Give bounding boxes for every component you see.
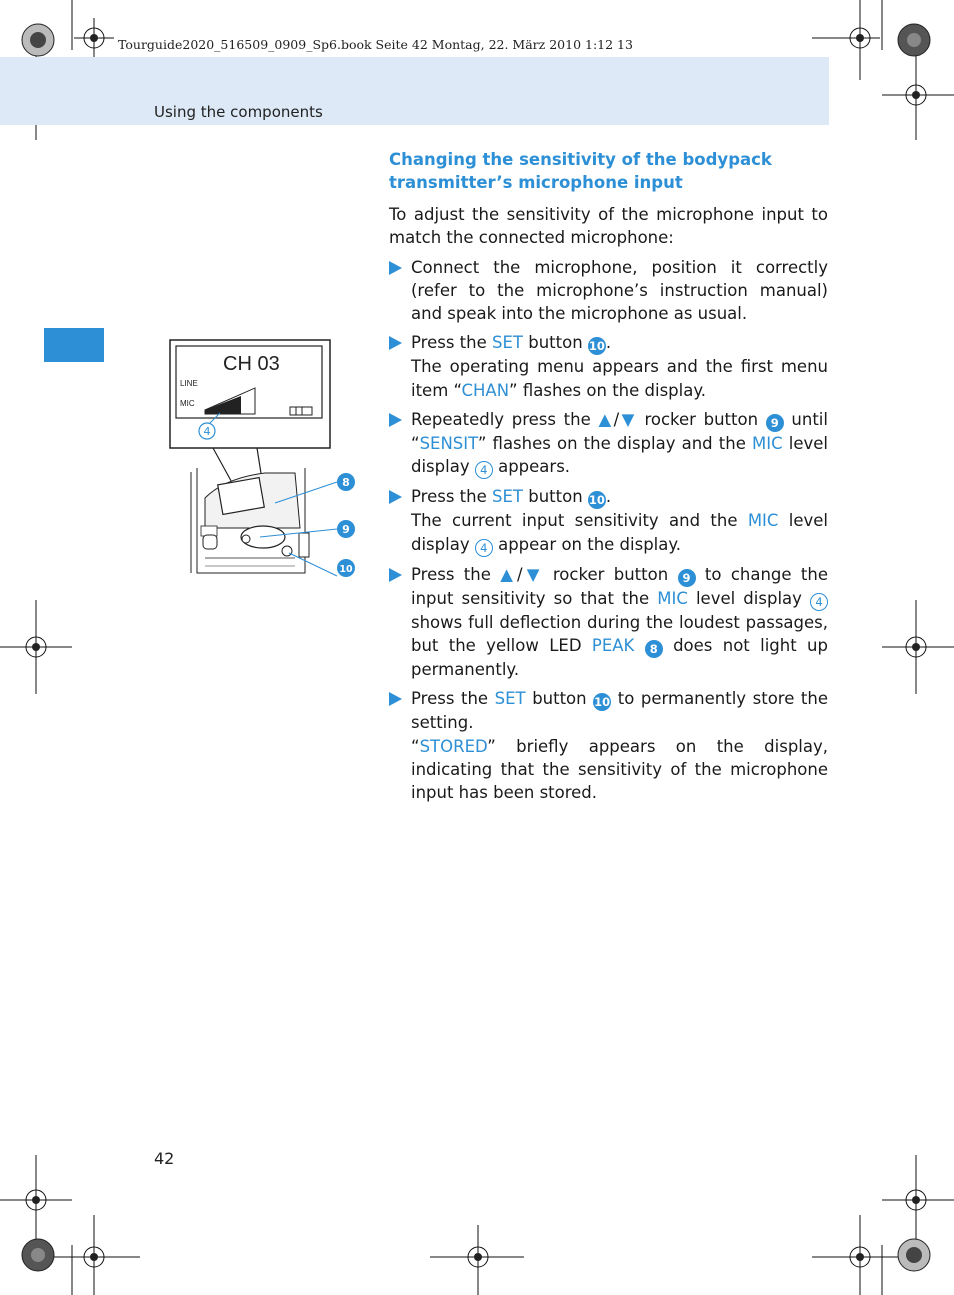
- intro-paragraph: To adjust the sensitivity of the microphone input to match the connected microphone:: [389, 205, 828, 248]
- bodypack-display-figure: [165, 338, 365, 578]
- callout-4: 4: [475, 461, 493, 479]
- step-1: Connect the microphone, position it correctly (refer to the microphone’s instruction manual) and speak into the microphone as usual.: [389, 256, 828, 326]
- callout-10: 10: [588, 339, 605, 354]
- up-arrow-icon: ▲: [598, 410, 614, 430]
- callout-10: 10: [588, 493, 605, 508]
- mic-keyword: MIC: [657, 588, 688, 608]
- mic-keyword: MIC: [752, 434, 783, 454]
- down-arrow-icon: ▼: [619, 410, 637, 430]
- page-number: 42: [154, 1149, 175, 1168]
- step-arrow-icon: [389, 413, 402, 427]
- step-arrow-icon: [389, 568, 402, 582]
- chan-keyword: CHAN: [461, 380, 510, 400]
- section-title: Using the components: [154, 103, 323, 121]
- chapter-tab: [44, 328, 104, 362]
- down-arrow-icon: ▼: [522, 564, 544, 584]
- mic-keyword: MIC: [747, 511, 779, 531]
- stored-keyword: STORED: [419, 736, 488, 756]
- step-arrow-icon: [389, 336, 402, 350]
- figure-callout-10: 10: [339, 564, 353, 575]
- callout-4: 4: [810, 593, 828, 611]
- callout-10: 10: [594, 695, 611, 710]
- peak-keyword: PEAK: [591, 635, 635, 655]
- figure-callout-9: 9: [342, 523, 350, 536]
- callout-9: 9: [678, 569, 696, 587]
- figure-callout-8: 8: [342, 476, 350, 489]
- display-label-mic: MIC: [180, 399, 195, 408]
- section-heading: Changing the sensitivity of the bodypack transmitter’s microphone input: [389, 150, 772, 192]
- sensit-keyword: SENSIT: [419, 434, 478, 454]
- step-arrow-icon: [389, 261, 402, 275]
- figure-callout-4: 4: [203, 425, 211, 438]
- callout-8: 8: [645, 640, 663, 658]
- callout-4: 4: [475, 539, 493, 557]
- instruction-steps: [389, 256, 828, 805]
- display-label-line: LINE: [180, 379, 198, 388]
- up-arrow-icon: ▲: [500, 564, 518, 584]
- display-channel: CH 03: [223, 353, 280, 375]
- step-2: Press the SET button 10. The operating menu appears and the first menu item “CHAN” flashes on the display.: [389, 331, 828, 402]
- print-slug-line: Tourguide2020_516509_0909_Sp6.book Seite 42 Montag, 22. März 2010 1:12 13: [118, 37, 633, 52]
- step-6: Press the SET button 10 to permanently store the setting. “STORED” briefly appears on the display, indicating that the sensitivity of the microphone input has been stored.: [389, 687, 828, 804]
- main-content: [389, 148, 828, 810]
- step-arrow-icon: [389, 490, 402, 504]
- step-arrow-icon: [389, 692, 402, 706]
- step-3: Repeatedly press the ▲/▼ rocker button 9 until “SENSIT” flashes on the display and the MIC level display 4 appears.: [389, 408, 828, 479]
- set-keyword: SET: [492, 487, 523, 507]
- set-keyword: SET: [494, 689, 526, 709]
- header-band: [0, 57, 829, 125]
- callout-9: 9: [766, 414, 784, 432]
- step-4: Press the SET button 10. The current input sensitivity and the MIC level display 4 appear on the display.: [389, 485, 828, 556]
- set-keyword: SET: [492, 333, 523, 353]
- step-5: Press the ▲/▼ rocker button 9 to change the input sensitivity so that the MIC level display 4 shows full deflection during the loudest passages, but the yellow LED PEAK 8 does not light up permanently.: [389, 563, 828, 682]
